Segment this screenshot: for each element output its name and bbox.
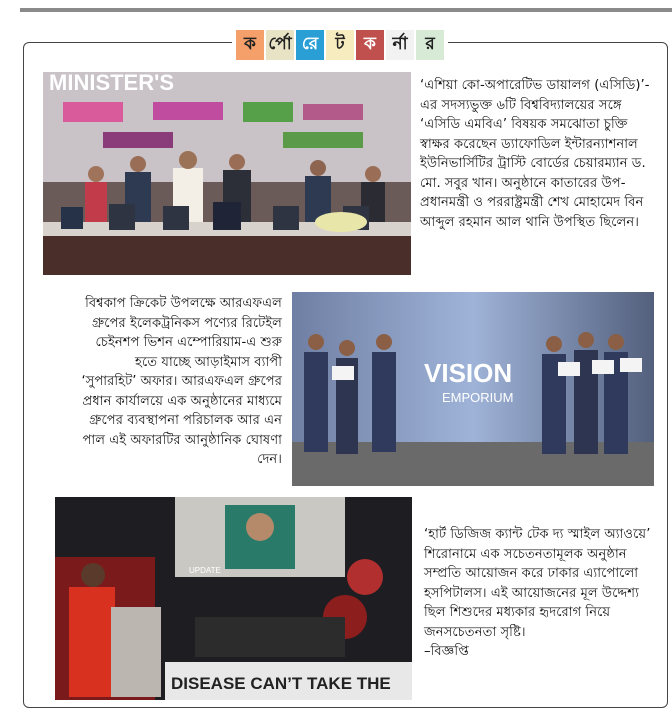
photo-signing-ceremony: [43, 72, 411, 275]
title-letter: রে: [296, 30, 324, 60]
top-rule: [20, 8, 672, 12]
apollo-event-image: [55, 497, 412, 700]
caption-credit: –বিজ্ঞপ্তি: [424, 644, 469, 659]
caption-signing-ceremony: ‘এশিয়া কো-অপারেটিভ ডায়ালগ (এসিডি)’-এর সদস্যভুক্ত ৬টি বিশ্ববিদ্যালয়ের সঙ্গে ‘এসিডি এমবিএ’ বিষয়ক সমঝোতা চুক্তি স্বাক্ষর করেছেন ড্যাফোডিল ইন্টারন্যাশনাল ইউনিভার্সিটির ট্রাস্টি বোর্ডের চেয়ারম্যান ড. মো. সবুর খান। অনুষ্ঠানে কাতারের উপ-প্রধানমন্ত্রী ও পররাষ্ট্রমন্ত্রী শেখ মোহামেদ বিন আব্দুল রহমান আল থানি উপস্থিত ছিলেন।: [420, 78, 650, 230]
caption-vision-emporium: বিশ্বকাপ ক্রিকেট উপলক্ষে আরএফএল গ্রুপের ইলেকট্রনিকস পণ্যের রিটেইল চেইনশপ ভিশন এম্পোরিয়াম-এ শুরু হতে যাচ্ছে আড়াইমাস ব্যাপী ‘সুপারহিট’ অফার। আরএফএল গ্রুপের প্রধান কার্যালয়ে এক অনুষ্ঠানের মাধ্যমে গ্রুপের ব্যবস্থাপনা পরিচালক আর এন পাল এই অফারটির আনুষ্ঠানিক ঘোষণা দেন।: [81, 296, 282, 467]
brand-sub-text: EMPORIUM: [442, 390, 514, 405]
section-title: [232, 30, 448, 60]
photo-vision-emporium: [292, 292, 654, 486]
screen-label: UPDATE: [189, 566, 221, 575]
title-letter: র্না: [386, 30, 414, 60]
banner-text: MINISTER'S: [49, 72, 175, 95]
photo-apollo-event: [55, 497, 412, 700]
vision-emporium-image: [292, 292, 654, 486]
signing-ceremony-image: [43, 72, 411, 275]
title-letter: ট: [326, 30, 354, 60]
title-letter: ক: [236, 30, 264, 60]
banner-text: DISEASE CAN’T TAKE THE: [171, 674, 391, 693]
title-letter: ক: [356, 30, 384, 60]
title-letter: র: [416, 30, 444, 60]
brand-text: VISION: [424, 358, 513, 388]
caption-apollo-text: ‘হার্ট ডিজিজ ক্যান্ট টেক দ্য স্মাইল অ্যাওয়ে’ শিরোনামে এক সচেতনতামূলক অনুষ্ঠান সম্প্রতি আয়োজন করে ঢাকার এ্যাপোলো হসপিটালস। এই আয়োজনের মূল উদ্দেশ্য ছিল শিশুদের মধ্যকার হৃদরোগ নিয়ে জনসচেতনতা সৃষ্টি।: [424, 527, 651, 640]
title-letter: র্পো: [266, 30, 294, 60]
caption-apollo-event: [424, 525, 664, 662]
